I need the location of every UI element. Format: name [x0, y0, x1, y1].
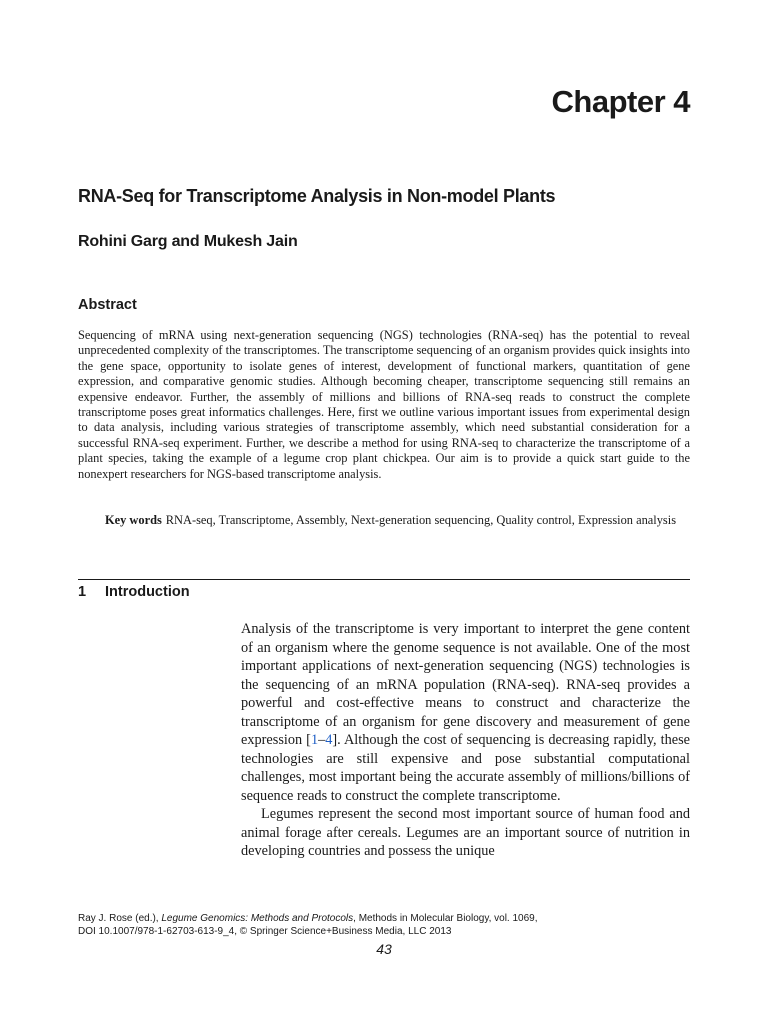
page-number: 43 — [376, 941, 392, 957]
intro-paragraph-2: Legumes represent the second most important source of human food and animal forage after cereals. Legumes are an important source of nutrition in developing countries and possess the unique — [241, 806, 690, 859]
doi-line: DOI 10.1007/978-1-62703-613-9_4, © Springer Science+Business Media, LLC 2013 — [78, 925, 452, 937]
footnote: Ray J. Rose (ed.), Legume Genomics: Methods and Protocols, Methods in Molecular Biology, vol. 1069, DOI 10.1007/978-1-62703-613-9_4, © Springer Science+Business Media, LLC 2013 — [78, 913, 538, 937]
book-title: Legume Genomics: Methods and Protocols — [161, 913, 354, 924]
section-number: 1 — [78, 584, 87, 600]
section-title: Introduction — [105, 584, 190, 600]
chapter-label: Chapter 4 — [551, 84, 690, 119]
introduction-body — [241, 620, 690, 861]
authors: Rohini Garg and Mukesh Jain — [78, 233, 298, 250]
paper-title: RNA-Seq for Transcriptome Analysis in Non-model Plants — [78, 186, 556, 206]
citation-link-4[interactable]: 4 — [325, 732, 333, 748]
keywords — [105, 513, 690, 528]
citation-link-1[interactable]: 1 — [310, 732, 319, 748]
section-divider — [78, 579, 690, 580]
abstract-heading: Abstract — [78, 297, 137, 313]
keywords-label: Key words — [105, 513, 162, 527]
section-heading — [78, 584, 190, 600]
abstract-body: Sequencing of mRNA using next-generation sequencing (NGS) technologies (RNA-seq) has the potential to reveal unprecedented complexity of the transcriptomes. The transcriptome sequencing of an organism provides quick insights into the gene space, opportunity to isolate genes of interest, development of functional markers, quantitation of gene expression, and comparative genomic studies. Although becoming cheaper, transcriptome sequencing still remains an expensive endeavor. Further, the assembly of millions and billions of RNA-seq reads to construct the complete transcriptome poses great informatics challenges. Here, first we outline various important issues from experimental design to data analysis, including various strategies of transcriptome assembly, which need substantial consideration for a successful RNA-seq experiment. Further, we describe a method for using RNA-seq to characterize the transcriptome of a plant species, taking the example of a legume crop plant chickpea. Our aim is to provide a quick start guide to the nonexpert researchers for NGS-based transcriptome analysis. — [78, 328, 690, 481]
intro-paragraph-1: Analysis of the transcriptome is very important to interpret the gene content of an organism where the genome sequence is not available. One of the most important applications of next-generation sequencing (NGS) technologies is the sequencing of an mRNA population (RNA-seq). RNA-seq provides a powerful and cost-effective means to construct and characterize the transcriptome of an organism for gene discovery and measurement of gene expression [1–4]. Although the cost of sequencing is decreasing rapidly, these technologies are still expensive and pose substantial computational challenges, most important being the accurate assembly of millions/billions of sequence reads to construct the complete transcriptome. — [241, 621, 691, 804]
keywords-text: RNA-seq, Transcriptome, Assembly, Next-generation sequencing, Quality control, Expression analysis — [165, 513, 677, 527]
